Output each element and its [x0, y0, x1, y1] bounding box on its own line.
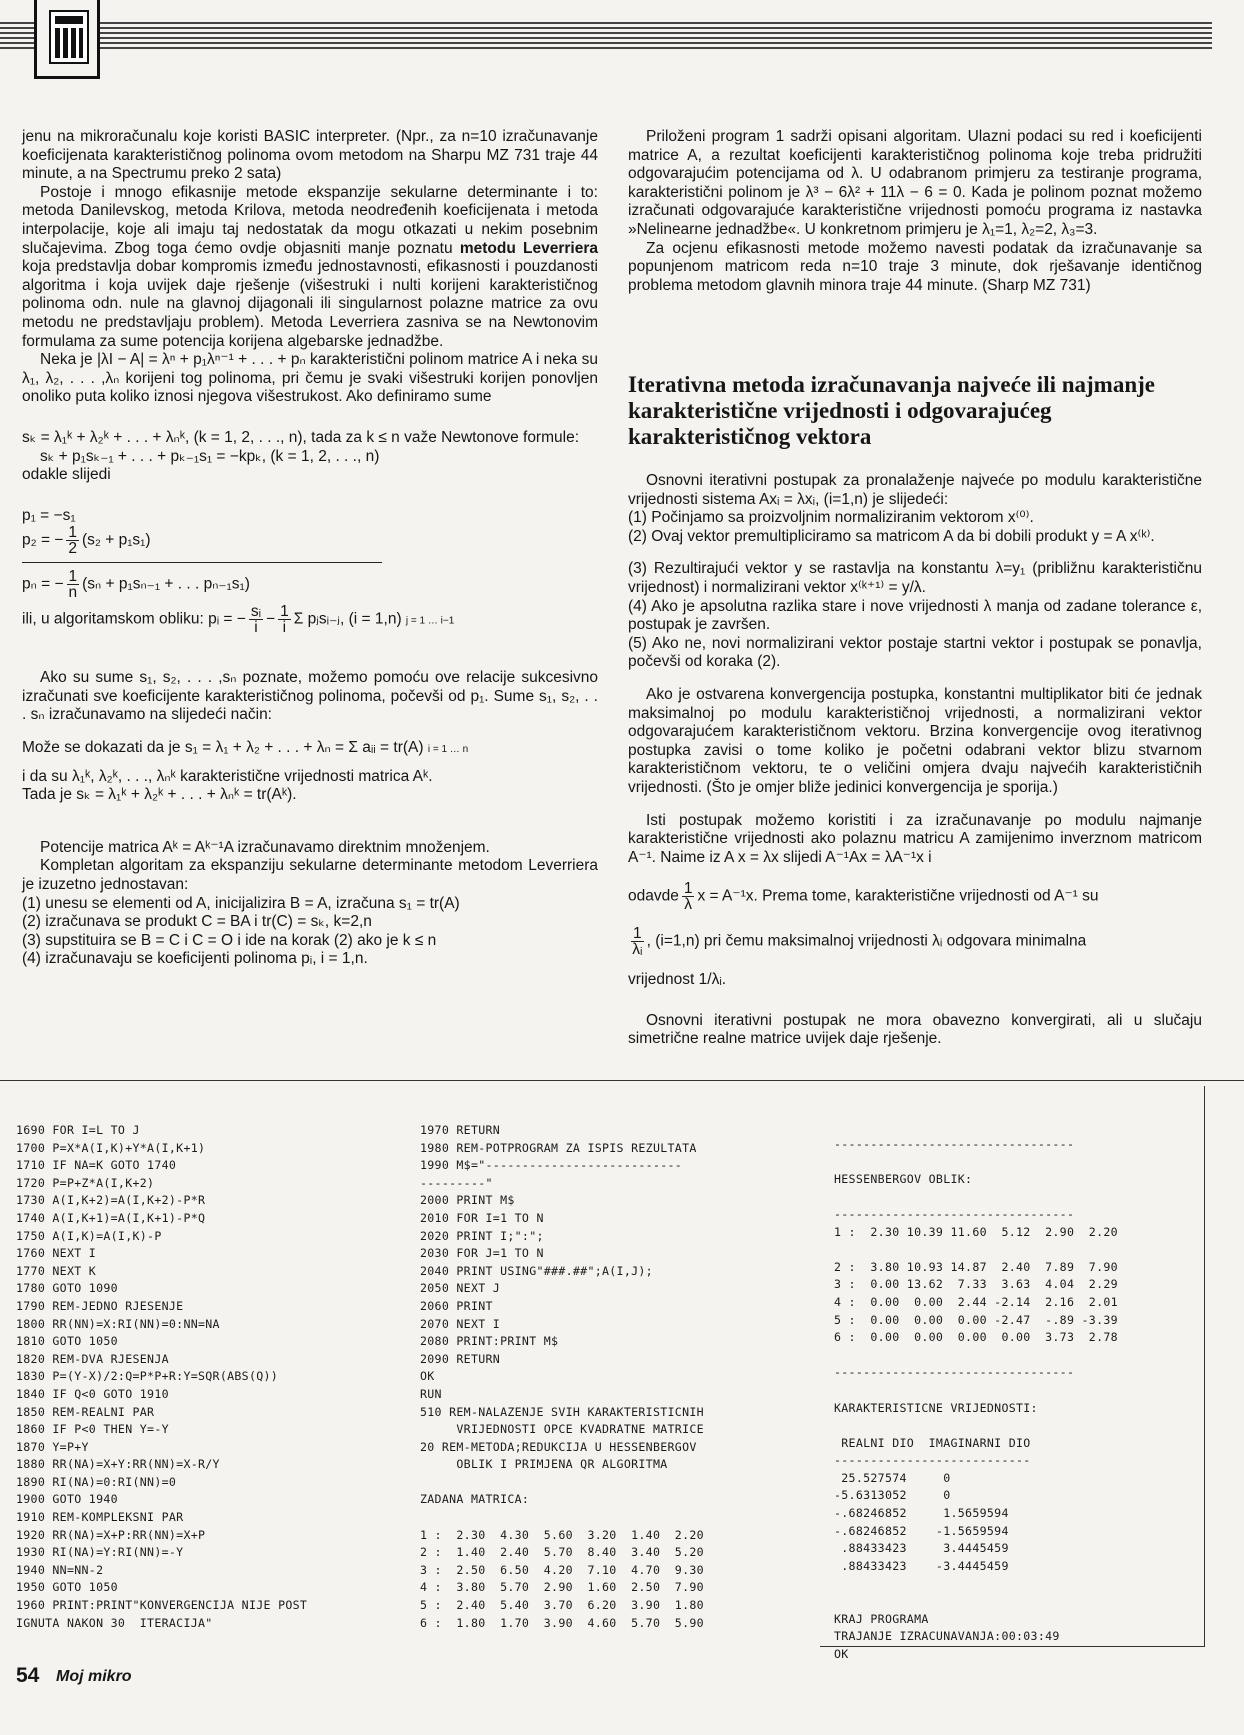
algorithm-step: (3) supstituira se B = C i C = O i ide na korak (2) ako je k ≤ n: [22, 931, 437, 949]
code-line: 1980 REM-POTPROGRAM ZA ISPIS REZULTATA: [420, 1140, 697, 1155]
right-column-bottom: [628, 472, 1202, 1049]
paragraph: Neka je |λI − A| = λⁿ + p₁λⁿ⁻¹ + . . . + pₙ karakteristični polinom matrice A i neka su λ₁, λ₂, . . . ,λₙ korijeni tog polinoma, pri čemu je svaki višestruki korijen ponovljen onoliko puta koliko iznosi njegova višestrukost. Ako definiramo sume: [22, 351, 598, 406]
code-line: TRAJANJE IZRACUNAVANJA:00:03:49: [834, 1629, 1060, 1644]
code-line: IGNUTA NAKON 30 ITERACIJA": [16, 1615, 213, 1630]
program-listing-left: [16, 1122, 307, 1632]
code-line: 510 REM-NALAZENJE SVIH KARAKTERISTICNIH: [420, 1404, 704, 1419]
right-column-top: [628, 128, 1202, 295]
code-line: 1820 REM-DVA RJESENJA: [16, 1351, 169, 1366]
code-line: [834, 1188, 1118, 1206]
list-item: (4) Ako je apsolutna razlika stare i nove vrijednosti λ manja od zadane tolerance ε, postupak je završen.: [628, 597, 1202, 634]
code-line: .88433423 -3.4445459: [834, 1558, 1009, 1573]
code-line: 1950 GOTO 1050: [16, 1580, 118, 1595]
code-line: -.68246852 -1.5659594: [834, 1523, 1009, 1538]
code-line: 1990 M$="---------------------------: [420, 1158, 683, 1173]
code-line: 1750 A(I,K)=A(I,K)-P: [16, 1228, 162, 1243]
code-line: 20 REM-METODA;REDUKCIJA U HESSENBERGOV: [420, 1439, 697, 1454]
code-line: [834, 1153, 1118, 1171]
paragraph: i da su λ₁ᵏ, λ₂ᵏ, . . ., λₙᵏ karakteristične vrijednosti matrica Aᵏ.: [22, 767, 433, 785]
code-line: 1860 IF P<0 THEN Y=-Y: [16, 1422, 169, 1437]
code-line: 2050 NEXT J: [420, 1281, 501, 1296]
formula-trace: Može se dokazati da je s₁ = λ₁ + λ₂ + . . . + λₙ = Σ aᵢᵢ = tr(A) i = 1 … n: [22, 739, 469, 757]
code-line: 1770 NEXT K: [16, 1263, 97, 1278]
code-line: 2030 FOR J=1 TO N: [420, 1246, 544, 1261]
code-line: 2 : 3.80 10.93 14.87 2.40 7.89 7.90: [834, 1259, 1118, 1274]
code-line: 3 : 2.50 6.50 4.20 7.10 4.70 9.30: [420, 1562, 704, 1577]
algorithm-step: (1) unesu se elementi od A, inicijalizira B = A, izračuna s₁ = tr(A): [22, 894, 460, 912]
code-line: [420, 1474, 704, 1492]
code-line: 1840 IF Q<0 GOTO 1910: [16, 1386, 169, 1401]
code-line: 1 : 2.30 4.30 5.60 3.20 1.40 2.20: [420, 1527, 704, 1542]
list-item: (1) Počinjamo sa proizvoljnim normaliziranim vektorom x⁽⁰⁾.: [628, 509, 1034, 527]
paragraph: Kompletan algoritam za ekspanziju sekularne determinante metodom Leverriera je izuzetno jednostavan:: [22, 857, 598, 894]
formula-reciprocal: $\frac{1}{\text{λᵢ}}$ , (i=1,n) pri čemu maksimalnoj vrijednosti λᵢ odgovara minimalna: [632, 925, 1087, 959]
paragraph: Isti postupak možemo koristiti i za izračunavanje po modulu najmanje karakteristične vrijednosti ako polaznu matricu A zamijenimo inverznom matricom A⁻¹. Naime iz A x = λx slijedi A⁻¹Ax = λA⁻¹x i: [628, 811, 1202, 866]
code-line: 1970 RETURN: [420, 1123, 501, 1137]
code-line: ZADANA MATRICA:: [420, 1492, 530, 1507]
list-item: (2) Ovaj vektor premultipliciramo sa matricom A da bi dobili produkt y = A x⁽ᵏ⁾.: [628, 527, 1155, 545]
code-line: ---------------------------------: [834, 1136, 1075, 1151]
code-line: 1920 RR(NA)=X+P:RR(NN)=X+P: [16, 1527, 206, 1542]
formula: sₖ + p₁sₖ₋₁ + . . . + pₖ₋₁s₁ = −kpₖ, (k = 1, 2, . . ., n): [40, 447, 380, 465]
paragraph: Tada je sₖ = λ₁ᵏ + λ₂ᵏ + . . . + λₙᵏ = tr(Aᵏ).: [22, 786, 297, 804]
code-line: [420, 1509, 704, 1527]
code-line: 1760 NEXT I: [16, 1246, 97, 1261]
formula-p2: p₂ = − $\frac{1}{2}$ (s₂ + p₁s₁): [22, 524, 151, 558]
code-line: 3 : 0.00 13.62 7.33 3.63 4.04 2.29: [834, 1277, 1118, 1292]
paragraph: vrijednost 1/λᵢ.: [628, 971, 727, 989]
code-line: 5 : 0.00 0.00 0.00 -2.47 -.89 -3.39: [834, 1312, 1118, 1327]
code-line: HESSENBERGOV OBLIK:: [834, 1171, 973, 1186]
code-line: 6 : 0.00 0.00 0.00 0.00 3.73 2.78: [834, 1330, 1118, 1345]
list-item: (3) Rezultirajući vektor y se rastavlja na konstantu λ=y₁ (približnu karakterističnu vrijednost) i normalizirani vektor x⁽ᵏ⁺¹⁾ = y/λ.: [628, 560, 1202, 596]
code-line: -.68246852 1.5659594: [834, 1506, 1009, 1521]
code-line: OK: [420, 1369, 435, 1384]
code-line: 25.527574 0: [834, 1470, 951, 1485]
algorithm-step: (2) izračunava se produkt C = BA i tr(C) = sₖ, k=2,n: [22, 913, 372, 931]
code-line: 2000 PRINT M$: [420, 1193, 515, 1208]
calculator-icon: [49, 10, 89, 64]
code-line: 2040 PRINT USING"###.##";A(I,J);: [420, 1263, 653, 1278]
code-line: 1830 P=(Y-X)/2:Q=P*P+R:Y=SQR(ABS(Q)): [16, 1369, 279, 1384]
code-line: 1800 RR(NN)=X:RI(NN)=0:NN=NA: [16, 1316, 220, 1331]
code-line: OBLIK I PRIMJENA QR ALGORITMA: [420, 1457, 668, 1472]
listing-divider: [0, 1080, 1244, 1081]
code-line: 4 : 3.80 5.70 2.90 1.60 2.50 7.90: [420, 1580, 704, 1595]
code-line: [834, 1575, 1118, 1593]
paragraph: odakle slijedi: [22, 466, 111, 484]
code-line: 1720 P=P+Z*A(I,K+2): [16, 1175, 155, 1190]
code-line: 1870 Y=P+Y: [16, 1439, 89, 1454]
program-output-right: [834, 1118, 1118, 1663]
code-line: 1710 IF NA=K GOTO 1740: [16, 1158, 177, 1173]
code-line: ---------------------------: [834, 1453, 1031, 1468]
code-line: 2060 PRINT: [420, 1298, 493, 1313]
code-line: 1810 GOTO 1050: [16, 1334, 118, 1349]
code-line: REALNI DIO IMAGINARNI DIO: [834, 1435, 1031, 1450]
code-line: [834, 1417, 1118, 1435]
code-line: 2020 PRINT I;":";: [420, 1228, 544, 1243]
code-line: 1740 A(I,K+1)=A(I,K+1)-P*Q: [16, 1210, 206, 1225]
code-line: OK: [834, 1646, 849, 1661]
code-line: 1900 GOTO 1940: [16, 1492, 118, 1507]
code-line: VRIJEDNOSTI OPCE KVADRATNE MATRICE: [420, 1422, 704, 1437]
code-line: 4 : 0.00 0.00 2.44 -2.14 2.16 2.01: [834, 1294, 1118, 1309]
program-listing-middle: [420, 1122, 704, 1632]
algorithm-step: (4) izračunavaju se koeficijenti polinoma pᵢ, i = 1,n.: [22, 950, 368, 968]
paragraph: Osnovni iterativni postupak ne mora obavezno konvergirati, ali u slučaju simetrične realne matrice uvijek daje rješenje.: [628, 1011, 1202, 1048]
header-rule-lines: [0, 22, 1212, 52]
section-heading: Iterativna metoda izračunavanja najveće ili najmanje karakteristične vrijednosti i odgovarajućeg karakterističnog vektora: [628, 372, 1156, 449]
page-number: 54: [16, 1664, 40, 1687]
paragraph: Ako je ostvarena konvergencija postupka, konstantni multiplikator biti će jednak maksimalnoj po modulu karakterističnoj vrijednosti, a normalizirani vektor odgovarajućem karakterističnom vektoru. Brzina konvergencije ovog iterativnog postupka zavisi o tome koliko je početni odabrani vektor blizu stvarnom karakterističnom vektoru, te o veličini omjera dvaju najvećih karakterističnih vrijednosti. (Što je omjer bliže jedinici konvergencija je sporija.): [628, 685, 1202, 796]
formula: sₖ = λ₁ᵏ + λ₂ᵏ + . . . + λₙᵏ, (k = 1, 2, . . ., n), tada za k ≤ n važe Newtonove formule:: [22, 428, 580, 446]
sum-limits: j = 1 … i−1: [405, 615, 455, 627]
code-line: 1790 REM-JEDNO RJESENJE: [16, 1298, 184, 1313]
code-line: 1940 NN=NN-2: [16, 1562, 104, 1577]
code-line: [834, 1382, 1118, 1400]
code-line: 1730 A(I,K+2)=A(I,K+2)-P*R: [16, 1193, 206, 1208]
code-line: -5.6313052 0: [834, 1488, 951, 1503]
code-line: 6 : 1.80 1.70 3.90 4.60 5.70 5.90: [420, 1615, 704, 1630]
code-line: 1960 PRINT:PRINT"KONVERGENCIJA NIJE POST: [16, 1598, 308, 1613]
magazine-name: Moj mikro: [56, 1668, 132, 1685]
code-line: 1700 P=X*A(I,K)+Y*A(I,K+1): [16, 1140, 206, 1155]
code-line: 1880 RR(NA)=X+Y:RR(NN)=X-R/Y: [16, 1457, 220, 1472]
code-line: 2080 PRINT:PRINT M$: [420, 1334, 559, 1349]
code-line: ---------": [420, 1175, 493, 1190]
code-line: [834, 1347, 1118, 1365]
paragraph: jenu na mikroračunalu koje koristi BASIC interpreter. (Npr., za n=10 izračunavanje koeficijenata karakterističnog polinoma ovom metodom na Sharpu MZ 731 traje 44 minute, a na Spectrumu preko 2 sata): [22, 128, 598, 183]
code-line: 1690 FOR I=L TO J: [16, 1123, 140, 1137]
paragraph: Priloženi program 1 sadrži opisani algoritam. Ulazni podaci su red i koeficijenti matrice A, a rezultat koeficijenti karakterističnog polinoma koje treba pridružiti odgovarajućim potencijama od λ. U odabranom primjeru za testiranje programa, karakteristični polinom je λ³ − 6λ² + 11λ − 6 = 0. Kada je polinom poznat možemo izračunati odgovarajuće karakteristične vrijednosti pomoću programa iz nastavka »Nelinearne jednadžbe«. U konkretnom primjeru je λ₁=1, λ₂=2, λ₃=3.: [628, 128, 1202, 238]
formula-rule: [22, 562, 382, 563]
code-line: KRAJ PROGRAMA: [834, 1611, 929, 1626]
formula-p1: p₁ = −s₁: [22, 506, 76, 524]
code-line: 1930 RI(NA)=Y:RI(NN)=-Y: [16, 1545, 184, 1560]
left-column: [22, 128, 598, 969]
paragraph: Za ocjenu efikasnosti metode možemo navesti podatak da izračunavanje sa popunjenom matricom reda n=10 traje 3 minute, dok rješavanje identičnog problema metodom glavnih minora traje 44 minute. (Sharp MZ 731): [628, 239, 1202, 294]
paragraph: Osnovni iterativni postupak za pronalaženje najveće po modulu karakteristične vrijednosti sistema Axᵢ = λxᵢ, (i=1,n) je slijedeći:: [628, 472, 1202, 508]
code-line: ---------------------------------: [834, 1206, 1075, 1221]
formula-algorithmic: ili, u algoritamskom obliku: pᵢ = − $\frac{\text{sᵢ}}{i}$ − $\frac{1}{i}$ Σ pⱼsᵢ₋ⱼ, (i = 1,n) j = 1 … i−1: [22, 603, 455, 637]
code-line: [834, 1593, 1118, 1611]
code-line: RUN: [420, 1386, 442, 1401]
code-line: 2070 NEXT I: [420, 1316, 501, 1331]
paragraph: Postoje i mnogo efikasnije metode ekspanzije sekularne determinante i to: metoda Danilevskog, metoda Krilova, metoda neodređenih koeficijenata i metoda interpolacije, koje ali imaju taj nedostatak da mogu otkazati u nekim posebnim slučajevima. Zbog toga ćemo ovdje objasniti manje poznatu metodu Leverriera koja predstavlja dobar kompromis između jednostavnosti, efikasnosti i pouzdanosti algoritma i koja uvijek daje rješenje (višestruki i nulti korijeni karakterističnog polinoma odn. nule na glavnoj dijagonali ili singularnost polazne matrice za ovu metodu ne predstavljaju problem). Metoda Leverriera zasniva se na Newtonovim formulama za sume potencija korijena algebarske jednadžbe.: [22, 183, 598, 350]
code-line: 2 : 1.40 2.40 5.70 8.40 3.40 5.20: [420, 1545, 704, 1560]
code-line: 1780 GOTO 1090: [16, 1281, 118, 1296]
formula-inverse: odavde $\frac{1}{\lambda}$ x = A⁻¹x. Prema tome, karakteristične vrijednosti od A⁻¹ su: [628, 880, 1099, 914]
code-line: 5 : 2.40 5.40 3.70 6.20 3.90 1.80: [420, 1598, 704, 1613]
list-item: (5) Ako ne, novi normalizirani vektor postaje startni vektor i postupak se ponavlja, počevši od koraka (2).: [628, 634, 1202, 671]
code-line: 1890 RI(NA)=0:RI(NN)=0: [16, 1474, 177, 1489]
code-line: KARAKTERISTICNE VRIJEDNOSTI:: [834, 1400, 1038, 1415]
code-line: 2090 RETURN: [420, 1351, 501, 1366]
paragraph: Potencije matrica Aᵏ = Aᵏ⁻¹A izračunavamo direktnim množenjem.: [40, 838, 490, 856]
code-line: ---------------------------------: [834, 1365, 1075, 1380]
code-line: [834, 1118, 1118, 1136]
code-line: .88433423 3.4445459: [834, 1541, 1009, 1556]
formula-pn: pₙ = − $\frac{1}{n}$ (sₙ + p₁sₙ₋₁ + . . . pₙ₋₁s₁): [22, 568, 250, 602]
code-line: 1910 REM-KOMPLEKSNI PAR: [16, 1510, 184, 1525]
section-logo-box: [34, 0, 100, 79]
paragraph: Ako su sume s₁, s₂, . . . ,sₙ poznate, možemo pomoću ove relacije sukcesivno izračunati sve koeficijente karakterističnog polinoma, počevši od p₁. Sume s₁, s₂, . . . sₙ izračunavamo na slijedeći način:: [22, 669, 598, 724]
code-line: 2010 FOR I=1 TO N: [420, 1210, 544, 1225]
code-line: 1 : 2.30 10.39 11.60 5.12 2.90 2.20: [834, 1224, 1118, 1239]
code-line: [834, 1241, 1118, 1259]
code-line: 1850 REM-REALNI PAR: [16, 1404, 155, 1419]
